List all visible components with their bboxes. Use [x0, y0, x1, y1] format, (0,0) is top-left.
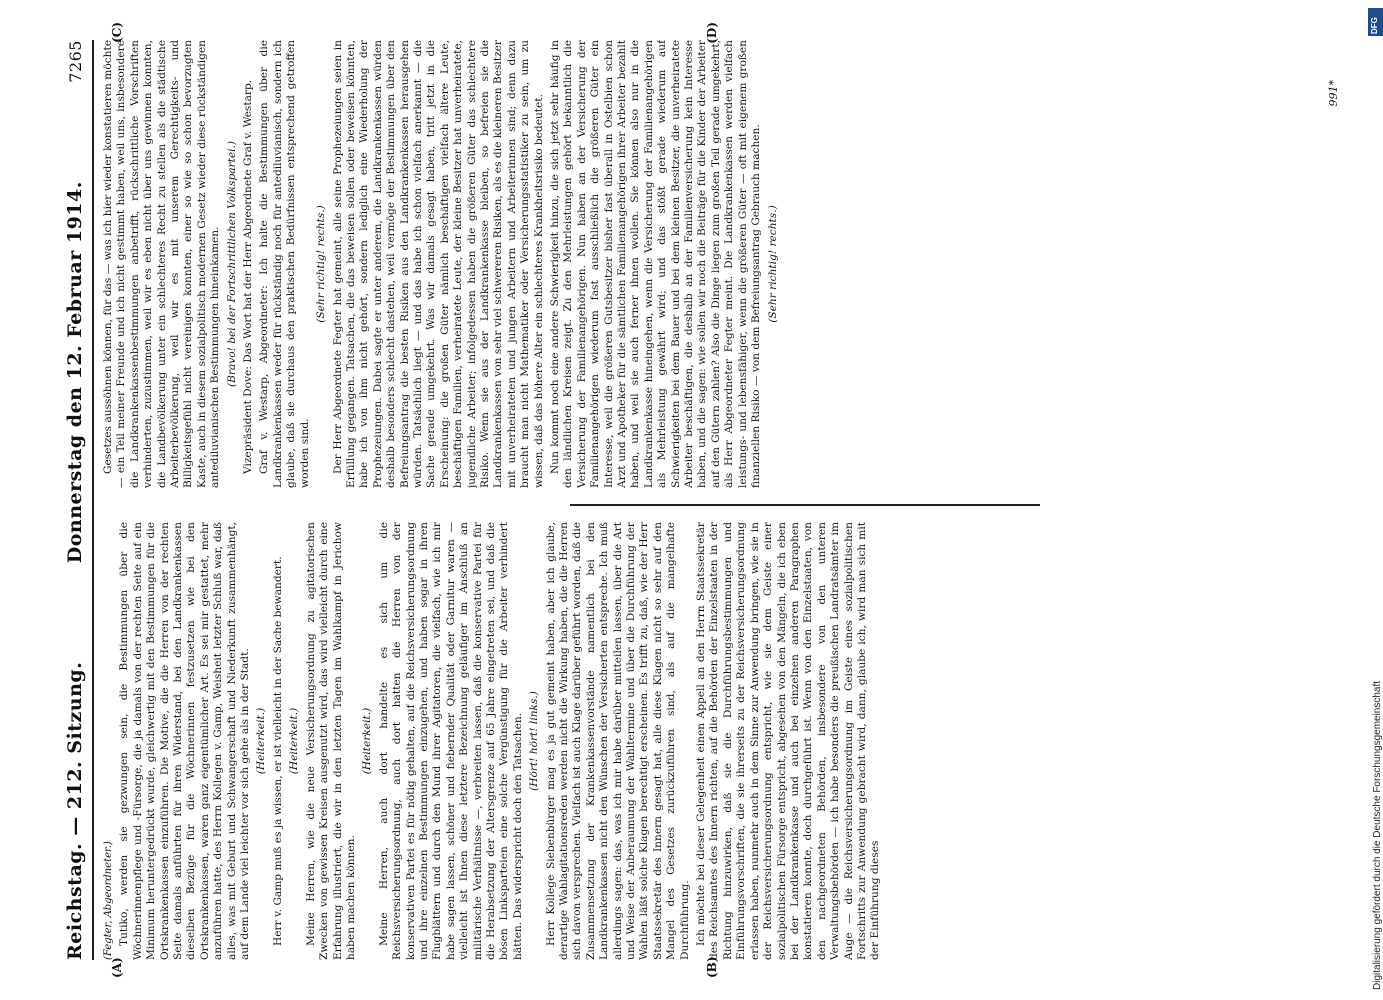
right-text-column [102, 40, 1290, 488]
interjection: (Heiterkeit.) [255, 707, 268, 775]
paragraph: Ich möchte bei dieser Gelegenheit einen Appell an den Herrn Staatssekretär des Reichsamtes des Innern richten, auf die Behörden der Einzelstaaten in der Richtung hinzuwirken, daß sie die Durchführungsbestimmungen und Einführungsvorschriften, die sie ihrerseits zu der Reichsversicherungsordnung erlassen haben, nunmehr auch in dem Sinne zur Anwendung bringen, wie sie in der Reichsversicherungsordnung entspricht, wie sie dem Geiste einer sozialpolitischen Fürsorge entspricht, abgesehen von den Mängeln, die ich eben bei der Landkrankenkasse und auch bei einzelnen anderen Paragraphen konstatieren konnte, doch durchgeführt ist. Wenn von den Einzelstaaten, von den nachgeordneten Behörden, insbesondere von den unteren Verwaltungsbehörden — ich habe besonders die preußischen Landratsämter im Auge — die Reichsversicherungsordnung im Geiste eines sozialpolitischen Fortschritts zur Anwendung gebracht wird, dann, glaube ich, wird man sich mit der Einführung dieses [695, 522, 882, 960]
dfg-logo-text: DFG [1370, 17, 1379, 34]
interjection: (Fegter, Abgeordneter.) [103, 841, 114, 960]
rotated-document-page [50, 20, 1350, 980]
session-title: Reichstag. — 212. Sitzung. [64, 661, 86, 960]
paragraph: Gesetzes aussöhnen können, für das — was ich hier wieder konstatieren möchte — ein Teil meiner Freunde und ich nicht gestimmt haben, weil uns, insbesondere die Landkrankenkassenbestimmungen anbetrifft, rückschrittliche Vorschriften verhinderten, zuzustimmen, weil wir es eben nicht über uns gewinnen konnten, die Landbevölkerung unter ein schlechteres Recht zu stellen als die städtische Arbeiterbevölkerung, weil wir es mit unserem Gerechtigkeits- und Billigkeitsgefühl nicht vereinigen konnten, einer so wie so schon bevorzugten Kaste, auch in diesem sozialpolitisch modernen Gesetz wieder diese rückständigen antediluvianischen Bestimmungen hineinkamen. [102, 40, 222, 488]
interjection: (Sehr richtig! rechts.) [315, 205, 328, 323]
margin-mark-b: (B) [705, 956, 719, 978]
interjection: (Heiterkeit.) [288, 707, 301, 775]
margin-mark-c: (C) [110, 22, 124, 43]
interjection: (Sehr richtig! rechts.) [766, 205, 779, 323]
margin-mark-d: (D) [705, 22, 719, 44]
page-number: 7265 [65, 40, 85, 83]
session-date: Donnerstag den 12. Februar 1914. [64, 181, 86, 564]
interjection: (Heiterkeit.) [361, 707, 374, 775]
page-signature: 991* [1327, 80, 1340, 107]
left-text-column [102, 522, 1290, 960]
margin-mark-a: (A) [110, 957, 124, 978]
paragraph: Vizepräsident Dove: Das Wort hat der Herr Abgeordnete Graf v. Westarp. [242, 79, 255, 474]
paragraph: Graf v. Westarp, Abgeordneter: Ich halte die Bestimmungen über die Landkrankenkassen weder für rückständig noch für antediluvianisch, sondern ich glaube, daß sie durchaus den praktischen Bedürfnissen entsprechend getroffen worden sind. [258, 40, 311, 488]
interjection: (Hört! hört! links.) [528, 691, 541, 791]
digitization-credit: Digitalisierung gefördert durch die Deutsche Forschungsgemeinschaft [1372, 680, 1383, 990]
interjection: (Bravo! bei der Fortschrittlichen Volkspartei.) [225, 140, 238, 388]
dfg-logo [1368, 8, 1383, 36]
paragraph: Meine Herren, auch dort handelte es sich um die Reichsversicherungsordnung, auch dort hatten die Herren von der konservativen Partei es für nötig gehalten, auf die Reichsversicherungsordnung und ihre einzelnen Bestimmungen einzugehen, und haben sogar in ihren Flugblättern und durch den Mund ihrer Agitatoren, die vielfach, wie ich mir habe sagen lassen, schöner und fiebernder Qualität oder Garnitur waren — vielleicht ist Ihnen diese letztere Bezeichnung geläufiger im Anschluß an militärische Verhältnisse —, verbreiten lassen, daß die konservative Partei für die Herabsetzung der Altersgrenze auf 65 Jahre eingetreten sei, und daß die bösen Linksparteien eine solche Vergünstigung für die Arbeiter verhindert hätten. Das widerspricht doch den Tatsachen. [377, 522, 524, 960]
paragraph: Tutiko, werden sie gezwungen sein, die Bestimmungen über die Wöchnerinnenpflege und -Fürsorge, die ja damals von der rechten Seite auf ein Minimum heruntergedrückt wurde, gleichwertig mit den Bestimmungen für die Ortskrankenkassen einzuführen. Die Motive, die die Herren von der rechten Seite damals anführten für ihren Widerstand, bei den Landkrankenkassen dieselben Bezüge für die Wöchnerinnen festzusetzen wie bei den Ortskrankenkassen, waren ganz eigentümlicher Art. Es sei mir gestattet, mehr anzuführen hatte, des Herrn Kollegen v. Gamp, Weisheit letzter Schluß war, daß alles, was mit Geburt und Schwangerschaft und Niederkunft zusammenhängt, auf dem Lande viel leichter vor sich gehe als in der Stadt. [118, 522, 252, 960]
paragraph: Meine Herren, wie die neue Versicherungsordnung zu agitatorischen Zwecken von gewissen Kreisen ausgenutzt wird, das wird vielleicht durch eine Erfahrung illustriert, die wir in den letzten Tagen im Wahlkampf in Jerichow haben machen können. [304, 522, 357, 960]
paragraph: Herr Kollege Siebenbürger mag es ja gut gemeint haben, aber ich glaube, derartige Wahlagitationsreden werden nicht die Wirkung haben, die die Herren sich davon versprechen. Vielfach ist auch Klage darüber geführt worden, daß die Zusammensetzung der Krankenkassenvorstände namentlich bei den Landkrankenkassen nicht den Wünschen der Versicherten entspreche. Ich muß allerdings sagen: das, was ich mir habe darüber mitteilen lassen, über die Art und Weise der Anberaumung der Wahltermine und über die Durchführung der Wahlen läßt solche Klagen berechtigt erscheinen. Es trifft zu, daß, wie der Herr Staatssekretär des Innern gesagt hat, alle diese Klagen nicht so sehr auf den Mangel des Gesetzes zurückzuführen sind, als auf die mangelhafte Durchführung. [544, 522, 691, 960]
paragraph: Herr v. Gamp muß es ja wissen, er ist vielleicht in der Sache bewandert. [271, 556, 284, 946]
paragraph: Nun kommt noch eine andere Schwierigkeit hinzu, die sich jetzt sehr häufig in den ländlichen Kreisen zeigt. Zu den Mehrleistungen gehört bekanntlich die Versicherung der Familienangehörigen. Nun haben an der Versicherung der Familienangehörigen wiederum fast ausschließlich die größeren Güter ein Interesse, weil die größeren Gutsbesitzer bisher fast überall in Ostelbien schon Arzt und Apotheker für die sämtlichen Familienangehörigen ihrer Arbeiter bezahlt haben, und weil sie auch ferner ihnen wollen. Sie können also nur in die Landkrankenkasse hineingehen, wenn die Versicherung der Familienangehörigen als Mehrleistung gewährt wird; und das stößt gerade wiederum auf Schwierigkeiten bei dem Bauer und bei dem kleinen Besitzer, die unverheiratete Arbeiter beschäftigen, die deshalb an der Familienversicherung kein Interesse haben, und die sagen: wie sollen wir noch die Beiträge für die Kinder der Arbeiter auf den Gütern zahlen? Also die Dinge liegen zum großen Teil gerade umgekehrt, als Herr Abgeordneter Fegter meint. Die Landkrankenkassen werden vielfach leistungs- und lebensfähiger, wenn die größeren Güter — oft mit eigenem großen finanziellen Risiko — von dem Befreiungsantrag Gebrauch machen. [549, 40, 763, 488]
paragraph: Der Herr Abgeordnete Fegter hat gemeint, alle seine Prophezeiungen seien in Erfüllung gegangen. Tatsachen, die das beweisen sollen oder beweisen könnten, habe ich von ihm nicht gehört, sondern lediglich eine Wiederholung der Prophezeiungen. Dabei sagte er unter anderem, die Landkrankenkassen würden deshalb besonders schlecht dastehen, weil vermöge der Bestimmungen über den Befreiungsantrag die besten Risiken aus den Landkrankenkassen herausgehen würden. Tatsächlich liegt — und das habe ich schon vielfach anerkannt — die Sache gerade umgekehrt. Was wir damals gesagt haben, tritt jetzt in die Erscheinung: die großen Güter nämlich beschäftigen vielfach ältere Leute, beschäftigen Familien, verheiratete Leute, der kleine Besitzer hat unverheiratete, jugendliche Arbeiter; infolgedessen haben die größeren Güter das schlechtere Risiko. Wenn sie aus der Landkrankenkasse bleiben, so befreien sie die Landkrankenkassen von sehr viel schwereren Risiken, als es die kleineren Besitzer mit unverheirateten und jungen Arbeitern und Arbeiterinnen sind; denn dazu braucht man nicht Mathematiker oder Versicherungsstatistiker zu sein, um zu wissen, daß das höhere Alter ein schlechteres Krankheitsrisiko bedeutet. [331, 40, 545, 488]
column-divider [570, 504, 1040, 506]
page-header [58, 40, 94, 960]
